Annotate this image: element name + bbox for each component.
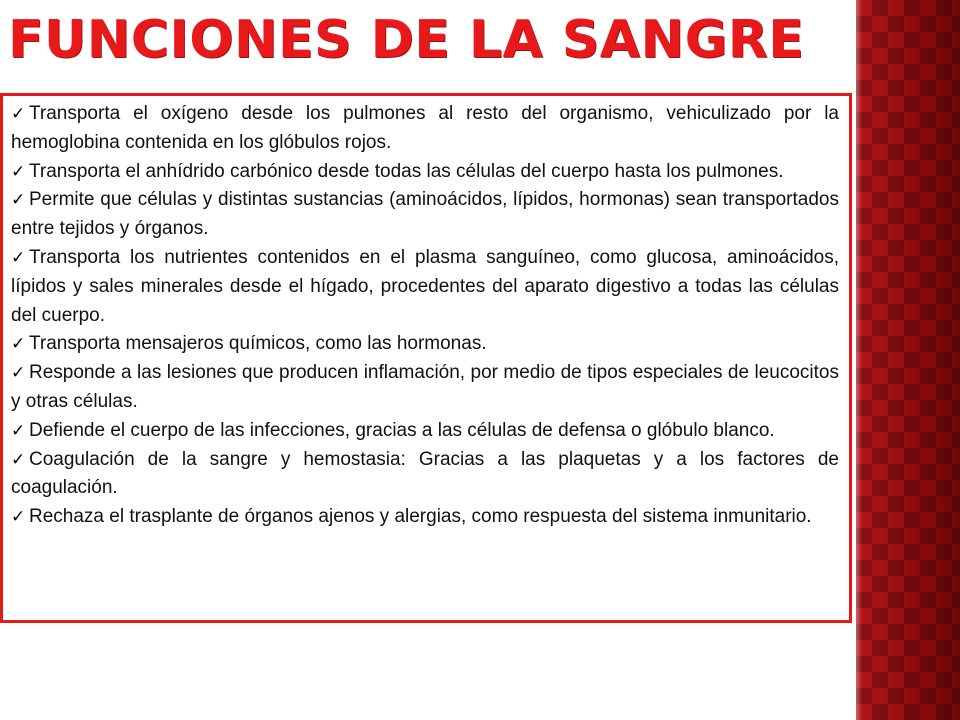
checkmark-icon: ✓ <box>11 104 26 124</box>
functions-list <box>11 100 839 532</box>
checkmark-icon: ✓ <box>11 247 26 268</box>
checkmark-icon: ✓ <box>11 449 26 470</box>
content-box <box>0 93 852 623</box>
list-item-text: Coagulación de la sangre y hemostasia: Gracias a las plaquetas y a los factores de coagulación. <box>11 448 839 499</box>
list-item-text: Permite que células y distintas sustancias (aminoácidos, lípidos, hormonas) sean transportados entre tejidos y órganos. <box>11 189 839 240</box>
slide-title: FUNCIONES DE LA SANGRE <box>8 10 805 70</box>
list-item <box>11 330 839 359</box>
list-item <box>11 359 839 417</box>
list-item-text: Defiende el cuerpo de las infecciones, gracias a las células de defensa o glóbulo blanco. <box>29 419 775 441</box>
checkmark-icon: ✓ <box>11 334 26 355</box>
list-item <box>11 503 839 532</box>
decorative-side-band <box>856 0 960 720</box>
list-item-text: Transporta los nutrientes contenidos en el plasma sanguíneo, como glucosa, aminoácidos, lípidos y sales minerales desde el hígado, procedentes del aparato digestivo a todas las células del cuerpo. <box>11 246 839 326</box>
checkmark-icon: ✓ <box>11 363 26 384</box>
list-item-text: Transporta el anhídrido carbónico desde todas las células del cuerpo hasta los pulmones. <box>29 160 784 182</box>
checkmark-icon: ✓ <box>11 420 26 441</box>
list-item-text: Transporta el oxígeno desde los pulmones al resto del organismo, vehiculizado por la hemoglobina contenida en los glóbulos rojos. <box>11 103 839 153</box>
list-item <box>11 158 839 187</box>
list-item <box>11 446 839 504</box>
list-item-text: Rechaza el trasplante de órganos ajenos y alergias, como respuesta del sistema inmunitario. <box>29 506 812 528</box>
list-item <box>11 100 839 158</box>
list-item <box>11 186 839 244</box>
list-item <box>11 417 839 446</box>
checkmark-icon: ✓ <box>11 507 26 528</box>
checkmark-icon: ✓ <box>11 161 26 182</box>
list-item-text: Responde a las lesiones que producen inflamación, por medio de tipos especiales de leucocitos y otras células. <box>11 362 839 412</box>
list-item-text: Transporta mensajeros químicos, como las hormonas. <box>29 333 487 355</box>
list-item <box>11 244 839 330</box>
checkmark-icon: ✓ <box>11 190 26 211</box>
